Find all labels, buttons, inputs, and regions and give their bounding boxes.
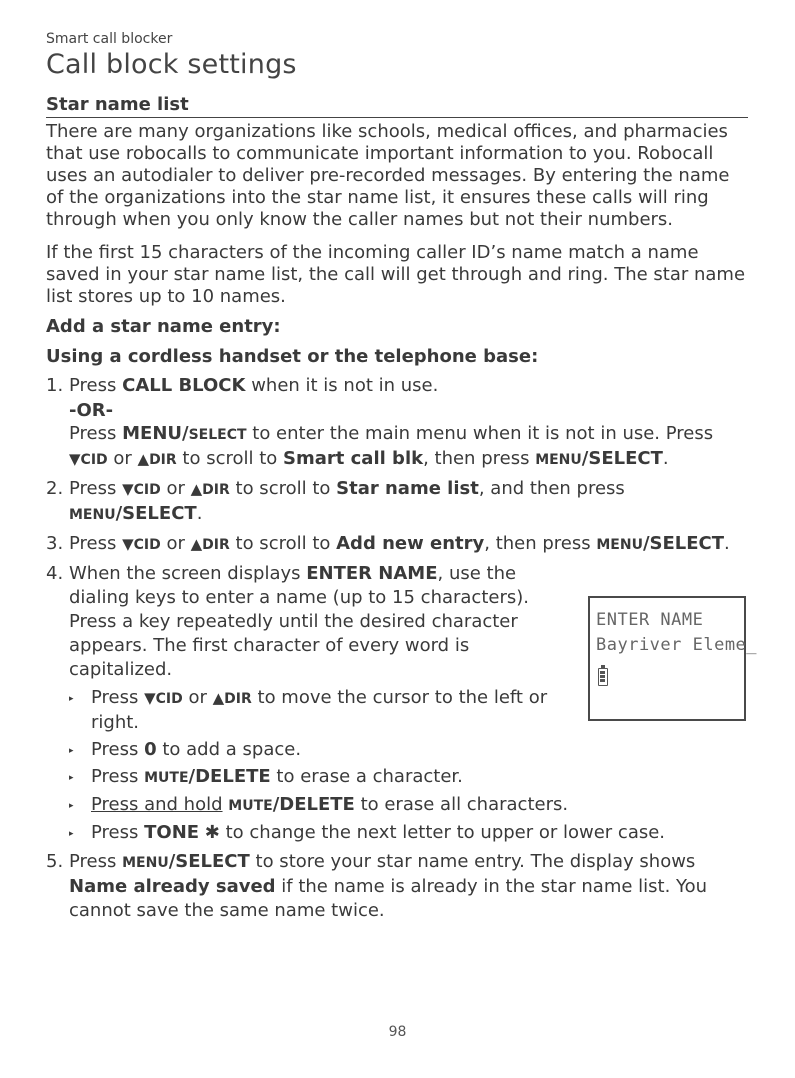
key-menu-select	[69, 503, 197, 524]
text: to scroll to	[176, 448, 284, 469]
text: Press	[69, 375, 123, 396]
bullet-toggle-case	[69, 821, 748, 845]
key-delete: DELETE	[279, 794, 355, 815]
key-select: SELECT	[188, 427, 247, 443]
step-number: 3.	[46, 533, 64, 554]
intro-paragraph: There are many organizations like schools, medical offices, and pharmacies that use robocalls to communicate important information to you. Robocall uses an autodialer to deliver pre-recorded messages. By entering the name of the organizations into the star name list, it ensures these calls will ring through when you only know the caller names but not their numbers.	[46, 121, 730, 230]
key-slash: /	[188, 766, 196, 787]
text: , and then press	[478, 478, 625, 499]
step-number: 1.	[46, 375, 64, 396]
key-menu: MENU	[122, 423, 182, 444]
screen-name: ENTER NAME	[306, 563, 438, 584]
down-arrow-icon: ▼	[144, 689, 156, 707]
key-slash: /	[115, 503, 123, 524]
section-heading: Star name list	[46, 94, 748, 118]
text: to enter the main menu when it is not in use. Press	[246, 423, 714, 444]
text: or	[182, 687, 213, 708]
text: or	[160, 478, 191, 499]
text: , use the dialing keys to enter a name (up to 15 characters). Press a key repeatedly until the desired character appears. The first character of every word is capitalized.	[69, 563, 529, 680]
key-cid: CID	[133, 482, 161, 498]
key-zero: 0	[144, 739, 157, 760]
text: to scroll to	[229, 533, 337, 554]
page-title: Call block settings	[46, 49, 297, 80]
bullet-icon: ▸	[69, 694, 74, 704]
key-select: SELECT	[175, 851, 250, 872]
menu-target: Smart call blk	[283, 448, 424, 469]
or-separator: -OR-	[69, 400, 114, 421]
down-arrow-icon: ▼	[122, 535, 134, 553]
text: When the screen displays	[69, 563, 307, 584]
key-select: SELECT	[649, 533, 725, 554]
key-menu: MENU	[596, 537, 643, 553]
key-menu: MENU	[535, 452, 582, 468]
step-1	[46, 374, 748, 472]
bullet-erase-char	[69, 765, 748, 790]
key-cid: CID	[133, 537, 161, 553]
key-dir: DIR	[202, 537, 230, 553]
key-menu: MENU	[122, 855, 169, 871]
text: to erase a character.	[270, 766, 463, 787]
bullet-add-space	[69, 738, 748, 762]
text: or	[107, 448, 138, 469]
key-menu-select	[122, 851, 250, 872]
bullet-icon: ▸	[69, 801, 74, 811]
step-3	[46, 532, 748, 557]
key-select: SELECT	[588, 448, 663, 469]
text: if the name is already in the star name list. You cannot save the same name twice.	[69, 876, 708, 921]
key-dir: DIR	[149, 452, 177, 468]
key-dir: DIR	[224, 691, 252, 707]
up-arrow-icon: ▲	[190, 535, 203, 553]
limit-paragraph: If the first 15 characters of the incoming caller ID’s name match a name saved in your star name list, the call will get through and ring. The star name list stores up to 10 names.	[46, 242, 746, 307]
status-message: Name already saved	[69, 876, 276, 897]
key-cid: CID	[155, 691, 183, 707]
key-menu: MENU	[69, 507, 116, 523]
step-2	[46, 477, 748, 527]
display-line-2: Bayriver Eleme_	[596, 635, 758, 655]
key-select: SELECT	[122, 503, 197, 524]
key-slash: /	[168, 851, 176, 872]
menu-target: Add new entry	[336, 533, 485, 554]
page-content	[46, 30, 748, 928]
display-line-1: ENTER NAME	[596, 610, 704, 630]
key-mute-delete	[144, 766, 271, 787]
text: , then press	[423, 448, 536, 469]
text: Press	[91, 766, 145, 787]
key-menu-select	[535, 448, 663, 469]
step-number: 5.	[46, 851, 64, 872]
bullet-icon: ▸	[69, 746, 74, 756]
text: .	[662, 448, 669, 469]
text: Press	[69, 423, 123, 444]
key-dir: DIR	[202, 482, 230, 498]
bullet-icon: ▸	[69, 829, 74, 839]
text: to move the cursor to the left or right.	[91, 687, 548, 733]
running-header: Smart call blocker	[46, 31, 173, 47]
key-slash: /	[182, 423, 189, 444]
text: Press	[91, 687, 145, 708]
key-tone: TONE	[144, 822, 200, 843]
subheading-device: Using a cordless handset or the telephone base:	[46, 346, 539, 367]
text: when it is not in use.	[245, 375, 439, 396]
text: Press	[69, 851, 123, 872]
key-delete: DELETE	[195, 766, 271, 787]
key-menu-select	[122, 423, 246, 444]
text: Press	[91, 822, 145, 843]
up-arrow-icon: ▲	[190, 480, 203, 498]
text: to change the next letter to upper or lower case.	[219, 822, 666, 843]
text: .	[196, 503, 203, 524]
battery-icon	[598, 668, 608, 686]
text: Press	[91, 739, 145, 760]
down-arrow-icon: ▼	[122, 480, 134, 498]
step-5	[46, 850, 748, 923]
step-number: 4.	[46, 563, 64, 584]
step-number: 2.	[46, 478, 64, 499]
key-menu-select	[596, 533, 724, 554]
down-arrow-icon: ▼	[69, 450, 81, 468]
text: to erase all characters.	[354, 794, 569, 815]
text: to add a space.	[156, 739, 302, 760]
key-slash: /	[642, 533, 650, 554]
text: or	[160, 533, 191, 554]
text: Press	[69, 533, 123, 554]
up-arrow-icon: ▲	[212, 689, 225, 707]
key-cid: CID	[80, 452, 108, 468]
key-slash: /	[272, 794, 280, 815]
key-slash: /	[581, 448, 589, 469]
handset-display-illustration	[588, 596, 758, 721]
bullet-icon: ▸	[69, 773, 74, 783]
bullet-erase-all	[69, 793, 748, 818]
text: Press	[69, 478, 123, 499]
up-arrow-icon: ▲	[137, 450, 150, 468]
tone-star-icon: ✱	[204, 822, 220, 843]
bullet-move-cursor	[69, 686, 599, 735]
text: to store your star name entry. The display shows	[249, 851, 696, 872]
text: to scroll to	[229, 478, 337, 499]
text: , then press	[484, 533, 597, 554]
page-number: 98	[388, 1024, 407, 1040]
key-mute-delete	[228, 794, 355, 815]
key-mute: MUTE	[144, 770, 189, 786]
subheading-add-entry: Add a star name entry:	[46, 316, 281, 337]
menu-target: Star name list	[336, 478, 479, 499]
text: .	[724, 533, 730, 554]
key-call-block: CALL BLOCK	[122, 375, 246, 396]
key-mute: MUTE	[228, 798, 273, 814]
press-and-hold-link[interactable]: Press and hold	[91, 794, 223, 815]
